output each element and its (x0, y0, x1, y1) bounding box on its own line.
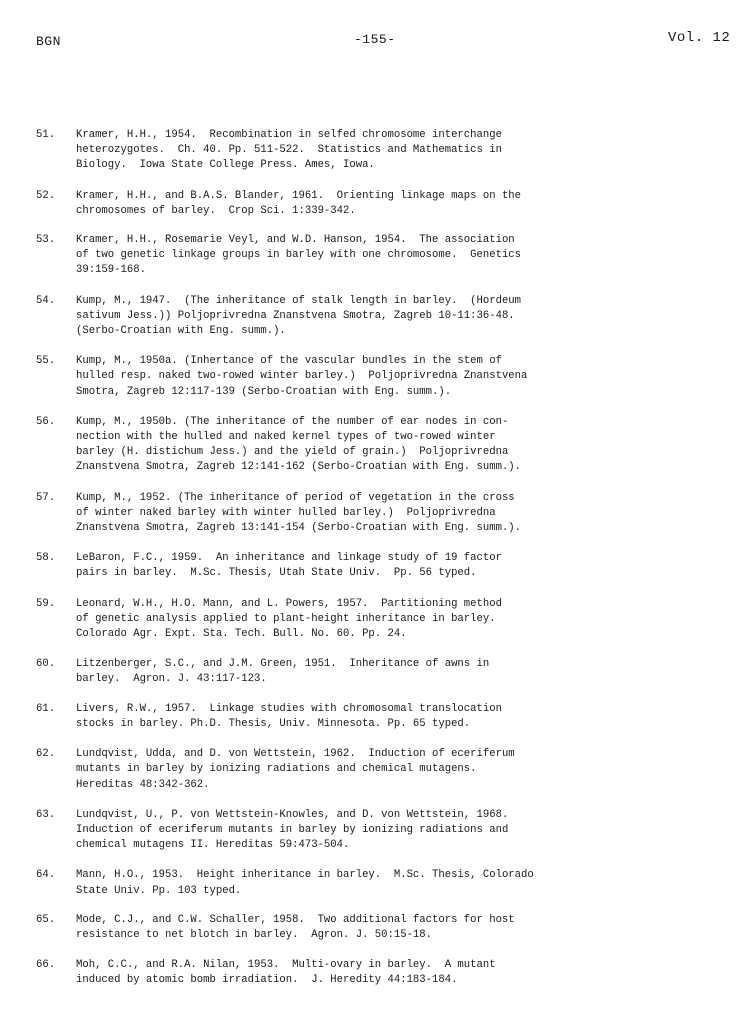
reference-line: resistance to net blotch in barley. Agron. J. 50:15-18. (76, 928, 433, 941)
reference-text (76, 868, 726, 898)
reference-text (76, 913, 726, 943)
journal-abbreviation: BGN (36, 34, 61, 49)
reference-text (76, 128, 726, 174)
reference-text (76, 189, 726, 219)
reference-text (76, 958, 726, 988)
reference-line: Kramer, H.H., and B.A.S. Blander, 1961. Orienting linkage maps on the (76, 189, 522, 202)
reference-line: induced by atomic bomb irradiation. J. Heredity 44:183-184. (76, 974, 458, 987)
reference-item (36, 868, 726, 898)
reference-item (36, 189, 726, 219)
reference-line: barley (H. distichum Jess.) and the yield of grain.) Poljoprivredna (76, 446, 509, 459)
reference-line: Mann, H.O., 1953. Height inheritance in barley. M.Sc. Thesis, Colorado (76, 869, 534, 882)
volume-label: Vol. 12 (668, 30, 731, 46)
reference-text (76, 747, 726, 793)
reference-line: Litzenberger, S.C., and J.M. Green, 1951. Inheritance of awns in (76, 658, 490, 671)
reference-line: nection with the hulled and naked kernel types of two-rowed winter (76, 431, 496, 444)
reference-item (36, 551, 726, 581)
reference-line: Colorado Agr. Expt. Sta. Tech. Bull. No. 60. Pp. 24. (76, 628, 407, 641)
reference-item (36, 913, 726, 943)
reference-line: Znanstvena Smotra, Zagreb 12:141-162 (Serbo-Croatian with Eng. summ.). (76, 461, 522, 474)
reference-line: chromosomes of barley. Crop Sci. 1:339-342. (76, 204, 356, 217)
reference-item (36, 702, 726, 732)
reference-line: Kump, M., 1950b. (The inheritance of the number of ear nodes in con- (76, 415, 509, 428)
reference-number: 58. (36, 552, 56, 565)
reference-line: Znanstvena Smotra, Zagreb 13:141-154 (Serbo-Croatian with Eng. summ.). (76, 522, 522, 535)
reference-line: LeBaron, F.C., 1959. An inheritance and linkage study of 19 factor (76, 552, 502, 565)
reference-line: Lundqvist, Udda, and D. von Wettstein, 1962. Induction of eceriferum (76, 748, 515, 761)
reference-line: 39:159-168. (76, 264, 146, 277)
reference-line: Induction of eceriferum mutants in barley by ionizing radiations and (76, 823, 509, 836)
reference-line: Leonard, W.H., H.O. Mann, and L. Powers, 1957. Partitioning method (76, 597, 502, 610)
reference-line: heterozygotes. Ch. 40. Pp. 511-522. Statistics and Mathematics in (76, 144, 502, 157)
reference-line: Kramer, H.H., 1954. Recombination in selfed chromosome interchange (76, 129, 502, 141)
reference-line: of genetic analysis applied to plant-height inheritance in barley. (76, 612, 496, 625)
reference-line: Moh, C.C., and R.A. Nilan, 1953. Multi-ovary in barley. A mutant (76, 959, 496, 972)
reference-line: barley. Agron. J. 43:117-123. (76, 673, 267, 686)
reference-item (36, 233, 726, 279)
reference-line: Kump, M., 1952. (The inheritance of period of vegetation in the cross (76, 491, 515, 504)
reference-line: Kump, M., 1950a. (Inhertance of the vascular bundles in the stem of (76, 355, 502, 368)
reference-line: mutants in barley by ionizing radiations and chemical mutagens. (76, 763, 477, 776)
reference-line: hulled resp. naked two-rowed winter barley.) Poljoprivredna Znanstvena (76, 370, 528, 383)
reference-text (76, 491, 726, 537)
reference-number: 57. (36, 491, 56, 504)
reference-item (36, 491, 726, 537)
reference-text (76, 702, 726, 732)
reference-text (76, 597, 726, 643)
reference-number: 64. (36, 869, 56, 882)
reference-line: Kramer, H.H., Rosemarie Veyl, and W.D. Hanson, 1954. The association (76, 234, 515, 247)
reference-text (76, 551, 726, 581)
reference-line: of two genetic linkage groups in barley with one chromosome. Genetics (76, 249, 522, 262)
reference-line: sativum Jess.)) Poljoprivredna Znanstvena Smotra, Zagreb 10-11:36-48. (76, 309, 515, 322)
reference-text (76, 294, 726, 340)
reference-text (76, 657, 726, 687)
reference-item (36, 415, 726, 476)
reference-line: Biology. Iowa State College Press. Ames, Iowa. (76, 159, 375, 172)
reference-list (36, 128, 726, 989)
reference-number: 59. (36, 597, 56, 610)
reference-number: 66. (36, 959, 56, 972)
reference-item (36, 657, 726, 687)
reference-line: State Univ. Pp. 103 typed. (76, 884, 242, 897)
reference-item (36, 597, 726, 643)
reference-line: Livers, R.W., 1957. Linkage studies with chromosomal translocation (76, 702, 502, 715)
reference-number: 51. (36, 129, 56, 141)
reference-line: Kump, M., 1947. (The inheritance of stalk length in barley. (Hordeum (76, 294, 522, 307)
reference-number: 65. (36, 913, 56, 926)
reference-item (36, 808, 726, 854)
reference-number: 54. (36, 294, 56, 307)
reference-line: (Serbo-Croatian with Eng. summ.). (76, 325, 286, 338)
reference-item (36, 747, 726, 793)
reference-number: 61. (36, 702, 56, 715)
reference-item (36, 128, 726, 174)
reference-line: stocks in barley. Ph.D. Thesis, Univ. Minnesota. Pp. 65 typed. (76, 717, 471, 730)
reference-number: 60. (36, 658, 56, 671)
reference-number: 62. (36, 748, 56, 761)
reference-line: pairs in barley. M.Sc. Thesis, Utah State Univ. Pp. 56 typed. (76, 567, 477, 580)
reference-number: 53. (36, 234, 56, 247)
reference-number: 63. (36, 808, 56, 821)
reference-line: chemical mutagens II. Hereditas 59:473-504. (76, 839, 350, 852)
reference-text (76, 354, 726, 400)
reference-number: 55. (36, 355, 56, 368)
reference-line: Lundqvist, U., P. von Wettstein-Knowles, and D. von Wettstein, 1968. (76, 808, 509, 821)
reference-text (76, 808, 726, 854)
reference-item (36, 354, 726, 400)
reference-text (76, 415, 726, 476)
page-number: -155- (354, 32, 396, 47)
reference-line: Smotra, Zagreb 12:117-139 (Serbo-Croatian with Eng. summ.). (76, 385, 452, 398)
reference-item (36, 958, 726, 988)
reference-number: 56. (36, 415, 56, 428)
reference-line: Hereditas 48:342-362. (76, 778, 210, 791)
reference-line: of winter naked barley with winter hulled barley.) Poljoprivredna (76, 506, 496, 519)
reference-text (76, 233, 726, 279)
reference-line: Mode, C.J., and C.W. Schaller, 1958. Two additional factors for host (76, 913, 515, 926)
reference-item (36, 294, 726, 340)
reference-number: 52. (36, 189, 56, 202)
